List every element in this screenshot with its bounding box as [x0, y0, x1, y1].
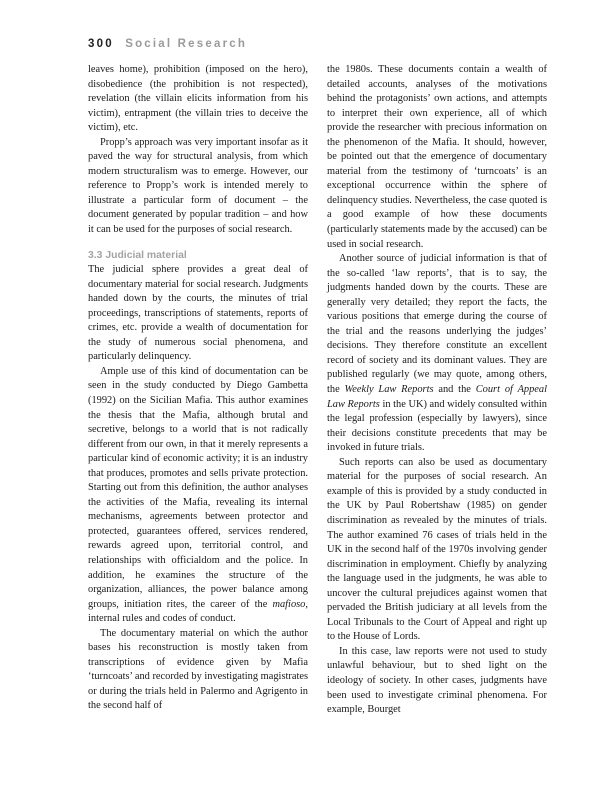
running-header	[88, 38, 247, 50]
running-title: Social Research	[125, 38, 248, 50]
page-number: 300	[88, 38, 114, 50]
right-column	[327, 63, 547, 718]
paragraph: In this case, law reports were not used to study unlawful behaviour, but to shed light on the ideology of society. In other cases, judgments have been used to investigate criminal phenomena. For example, Bourget	[327, 645, 547, 716]
text-run: , internal rules and codes of conduct.	[88, 598, 308, 625]
section-heading: 3.3 Judicial material	[88, 249, 187, 261]
paragraph	[327, 252, 547, 456]
paragraph: Such reports can also be used as documentary material for the purposes of social research. An example of this is provided by a study conducted in the UK by Paul Robertshaw (1985) on gender discrimination as revealed by the minutes of trials. The author examined 76 cases of trials held in the UK in the second half of the 1970s involving gender discrimination in employment. Chiefly by analyzing the language used in the judgments, he was able to uncover the cultural prejudices against women that pervaded the British judiciary at all levels from the Local Tribunals to the Court of Appeal and right up to the House of Lords.	[327, 456, 547, 643]
left-column	[88, 63, 308, 714]
paragraph: leaves home), prohibition (imposed on the hero), disobedience (the prohibition is not respected), revelation (the villain elicits information from his victim), entrapment (the villain tries to deceive the victim), etc.	[88, 64, 308, 134]
text-run: Ample use of this kind of documentation can be seen in the study conducted by Diego Gambetta (1992) on the Sicilian Mafia. This author examines the thesis that the Mafia, although brutal and secretive, belongs to a world that is not radically different from our own, in that it merely represents a particular kind of economic activity; it is an industry that produces, promotes and sells private protection. Starting out from this definition, the author analyses the activities of the Mafia, revealing its internal mechanisms, agreements between protector and protected, guarantees offered, services rendered, rewards agreed upon, territorial control, and relationships with officialdom and the police. In addition, he examines the structure of the organization, alliances, the power balance among groups, initiation rites, the career of the	[88, 365, 308, 610]
italic-title: Weekly Law Reports	[344, 384, 434, 396]
paragraph: The judicial sphere provides a great deal of documentary material for social research. Judgments handed down by the courts, the minutes of trial proceedings, transcriptions of statements, reports of crimes, etc. provide a wealth of documentation for the study of numerous social phenomena, and particularly delinquency.	[88, 264, 308, 363]
paragraph: Propp’s approach was very important insofar as it paved the way for structural analysis, from which modern structuralism was to emerge. However, our reference to Propp’s work is intended merely to illustrate a particular form of document – the document generated by popular tradition – and how it can be used for the purposes of social research.	[88, 136, 308, 236]
italic-term: mafioso	[272, 598, 306, 610]
paragraph: The documentary material on which the author bases his reconstruction is mostly taken from transcriptions of evidence given by Mafia ‘turncoats’ and recorded by investigating magistrates or during the trials held in Palermo and Agrigento in the second half of	[88, 627, 308, 712]
text-run: and the	[433, 384, 476, 396]
italic-title: Court of Appeal Law Reports	[327, 384, 547, 410]
text-run: Another source of judicial information is that of the so-called ‘law reports’, that is to say, the judgments handed down by the courts. These are generally very detailed; they report the facts, the various positions that emerge during the course of the trial and the reasons underlying the judges’ decisions. They therefore constitute an excellent record of society and its dominant values. They are published regularly (we may quote, among others, the	[327, 253, 547, 396]
paragraph	[88, 365, 308, 627]
paragraph: the 1980s. These documents contain a wealth of detailed accounts, analyses of the motivations behind the protagonists’ own actions, and attempts to interpret their own experience, all of which provide the researcher with precious information on the phenomenon of the Mafia. It should, however, be pointed out that the emergence of documentary material from the testimony of ‘turncoats’ is an exceptional occurrence within the sphere of delinquency studies. Nevertheless, the case quoted is a good example of how these documents (particularly statements made by the accused) can be used in social research.	[327, 64, 547, 250]
text-run: in the UK) and widely consulted within the legal profession (especially by lawyers), since their decisions constitute precedents that may be invoked in future trials.	[327, 398, 547, 454]
